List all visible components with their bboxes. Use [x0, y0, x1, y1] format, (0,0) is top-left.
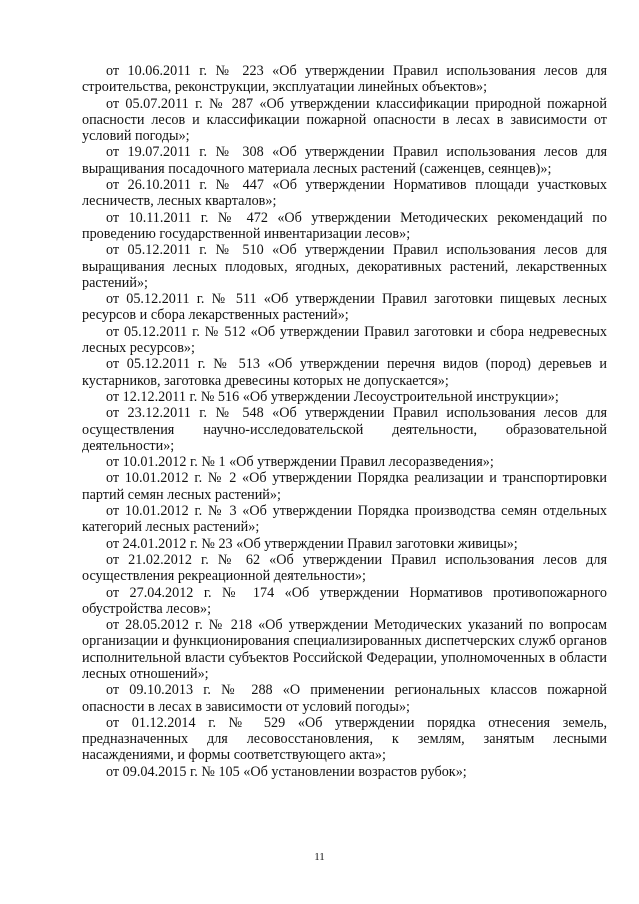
- order-item: от 10.06.2011 г. № 223 «Об утверждении Правил использования лесов для строительства, реконструкции, эксплуатации линейных объектов»;: [82, 63, 607, 96]
- order-item: от 10.01.2012 г. № 3 «Об утверждении Порядка производства семян отдельных категорий лесных растений»;: [82, 503, 607, 536]
- order-item: от 05.12.2011 г. № 511 «Об утверждении Правил заготовки пищевых лесных ресурсов и сбора лекарственных растений»;: [82, 291, 607, 324]
- order-item: от 05.12.2011 г. № 513 «Об утверждении перечня видов (пород) деревьев и кустарников, заготовка древесины которых не допускается»;: [82, 356, 607, 389]
- order-item: от 26.10.2011 г. № 447 «Об утверждении Нормативов площади участковых лесничеств, лесных кварталов»;: [82, 177, 607, 210]
- order-item: от 12.12.2011 г. № 516 «Об утверждении Лесоустроительной инструкции»;: [106, 388, 559, 405]
- page-number: 11: [314, 851, 325, 863]
- order-item: от 10.11.2011 г. № 472 «Об утверждении Методических рекомендаций по проведению государственной инвентаризации лесов»;: [82, 209, 607, 242]
- order-item: от 27.04.2012 г. № 174 «Об утверждении Нормативов противопожарного обустройства лесов»;: [82, 584, 607, 617]
- order-item: от 23.12.2011 г. № 548 «Об утверждении Правил использования лесов для осуществления научно-исследовательской деятельности, образовательной деятельности»;: [82, 405, 607, 454]
- order-item: от 09.10.2013 г. № 288 «О применении региональных классов пожарной опасности в лесах в зависимости от условий погоды»;: [82, 682, 607, 715]
- order-item: от 19.07.2011 г. № 308 «Об утверждении Правил использования лесов для выращивания посадочного материала лесных растений (саженцев, сеянцев)»;: [82, 144, 607, 177]
- order-item: от 21.02.2012 г. № 62 «Об утверждении Правил использования лесов для осуществления рекреационной деятельности»;: [82, 551, 607, 585]
- order-item: от 10.01.2012 г. № 2 «Об утверждении Порядка реализации и транспортировки партий семян лесных растений»;: [82, 470, 607, 503]
- order-item: от 09.04.2015 г. № 105 «Об установлении возрастов рубок»;: [106, 763, 467, 780]
- order-item: от 05.07.2011 г. № 287 «Об утверждении классификации природной пожарной опасности лесов и классификации пожарной опасности в лесах в зависимости от условий погоды»;: [82, 95, 607, 145]
- document-body: [82, 63, 607, 780]
- order-item: от 28.05.2012 г. № 218 «Об утверждении Методических указаний по вопросам организации и функционирования специализированных диспетчерских служб органов исполнительной власти субъектов Российской Федерации, уполномоченных в области лесных отношений»;: [82, 617, 607, 682]
- order-item: от 05.12.2011 г. № 512 «Об утверждении Правил заготовки и сбора недревесных лесных ресурсов»;: [82, 323, 607, 357]
- order-item: от 24.01.2012 г. № 23 «Об утверждении Правил заготовки живицы»;: [106, 535, 518, 552]
- order-item: от 01.12.2014 г. № 529 «Об утверждении порядка отнесения земель, предназначенных для лесовосстановления, к землям, занятым лесными насаждениями, и формы соответствующего акта»;: [82, 714, 607, 764]
- order-item: от 05.12.2011 г. № 510 «Об утверждении Правил использования лесов для выращивания лесных плодовых, ягодных, декоративных растений, лекарственных растений»;: [82, 242, 607, 291]
- order-item: от 10.01.2012 г. № 1 «Об утверждении Правил лесоразведения»;: [106, 454, 494, 471]
